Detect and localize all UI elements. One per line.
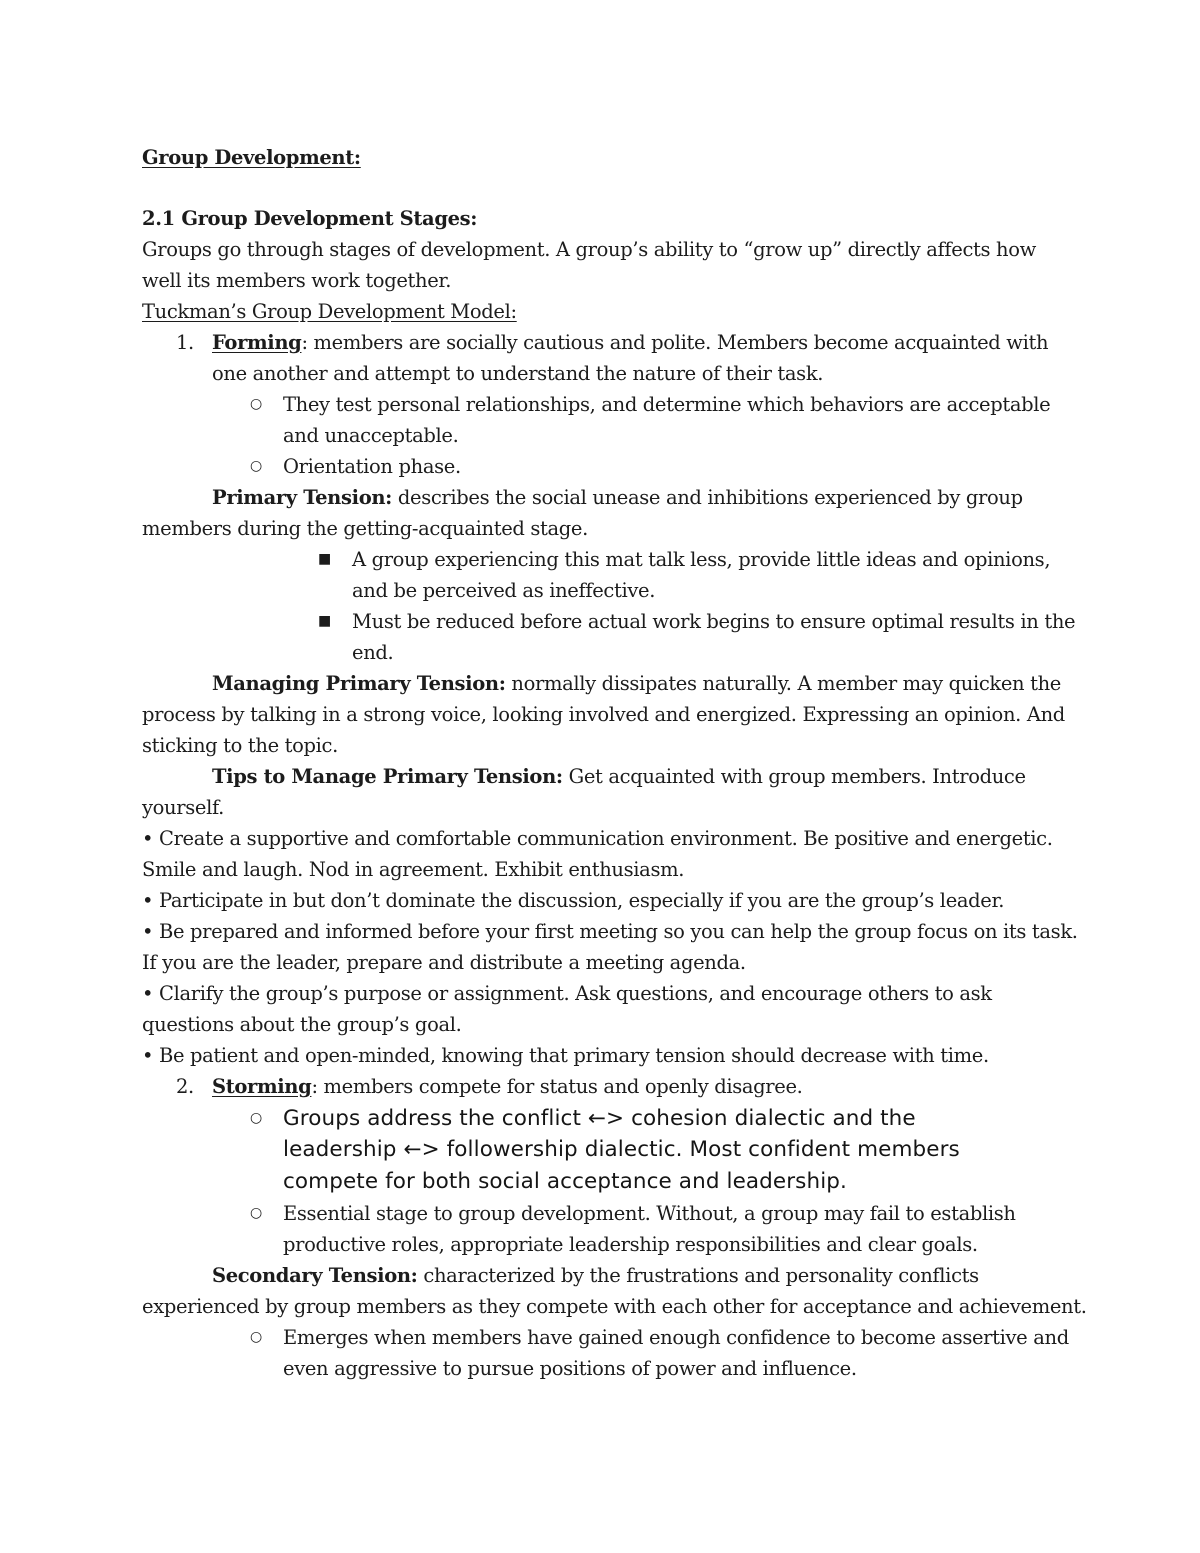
tip-2: • Participate in but don’t dominate the discussion, especially if you are the group’s leader. <box>142 889 1005 912</box>
circle-bullet-icon: ○ <box>250 396 262 412</box>
tip-5: • Be patient and open-minded, knowing that primary tension should decrease with time. <box>142 1044 989 1067</box>
circle-bullet-icon: ○ <box>250 1329 262 1345</box>
primary-tension-text: describes the social unease and inhibitions experienced by group <box>392 486 1023 509</box>
managing-line-1 <box>212 668 1061 699</box>
forming-sub2: Orientation phase. <box>283 455 461 478</box>
document-title: Group Development: <box>142 146 361 169</box>
tips-line-2: yourself. <box>142 796 224 819</box>
tip-3-line-2: If you are the leader, prepare and distribute a meeting agenda. <box>142 951 746 974</box>
intro-line-2: well its members work together. <box>142 269 452 292</box>
tip-3-line-1: • Be prepared and informed before your first meeting so you can help the group focus on its task. <box>142 920 1078 943</box>
secondary-tension-term: Secondary Tension: <box>212 1264 418 1287</box>
storming-sub1-line-1: Groups address the conflict ←> cohesion dialectic and the <box>283 1106 916 1131</box>
secondary-tension-sub-line-1: Emerges when members have gained enough confidence to become assertive and <box>283 1326 1069 1349</box>
primary-tension-line-1 <box>212 482 1023 513</box>
forming-sub1-line-2: and unacceptable. <box>283 424 459 447</box>
circle-bullet-icon: ○ <box>250 458 262 474</box>
forming-text: : members are socially cautious and polite. Members become acquainted with <box>301 331 1049 354</box>
model-title: Tuckman’s Group Development Model: <box>142 300 517 323</box>
section-heading: 2.1 Group Development Stages: <box>142 207 478 230</box>
secondary-tension-line-1 <box>212 1260 979 1291</box>
primary-tension-bullet1-line-2: and be perceived as ineffective. <box>352 579 656 602</box>
tips-term: Tips to Manage Primary Tension: <box>212 765 563 788</box>
tip-1-line-2: Smile and laugh. Nod in agreement. Exhibit enthusiasm. <box>142 858 685 881</box>
storming-sub1-line-2: leadership ←> followership dialectic. Most confident members <box>283 1137 960 1162</box>
storming-text: : members compete for status and openly disagree. <box>311 1075 803 1098</box>
list-number-1: 1. <box>176 331 194 354</box>
intro-line-1: Groups go through stages of development. A group’s ability to “grow up” directly affects how <box>142 238 1036 261</box>
primary-tension-bullet1-line-1: A group experiencing this mat talk less, provide little ideas and opinions, <box>352 548 1051 571</box>
list-number-2: 2. <box>176 1075 194 1098</box>
managing-line-3: sticking to the topic. <box>142 734 338 757</box>
forming-line-1 <box>212 327 1048 358</box>
storming-sub2-line-1: Essential stage to group development. Without, a group may fail to establish <box>283 1202 1016 1225</box>
square-bullet-icon: ■ <box>318 613 331 629</box>
forming-term: Forming <box>212 331 302 354</box>
primary-tension-bullet2-line-2: end. <box>352 641 394 664</box>
secondary-tension-text: characterized by the frustrations and personality conflicts <box>417 1264 979 1287</box>
primary-tension-term: Primary Tension: <box>212 486 393 509</box>
primary-tension-line-2: members during the getting-acquainted stage. <box>142 517 588 540</box>
square-bullet-icon: ■ <box>318 551 331 567</box>
storming-sub2-line-2: productive roles, appropriate leadership responsibilities and clear goals. <box>283 1233 978 1256</box>
managing-text: normally dissipates naturally. A member may quicken the <box>505 672 1061 695</box>
forming-line-2: one another and attempt to understand the nature of their task. <box>212 362 824 385</box>
managing-term: Managing Primary Tension: <box>212 672 506 695</box>
tips-line-1 <box>212 761 1026 792</box>
secondary-tension-sub-line-2: even aggressive to pursue positions of power and influence. <box>283 1357 857 1380</box>
storming-sub1-line-3: compete for both social acceptance and leadership. <box>283 1169 847 1194</box>
primary-tension-bullet2-line-1: Must be reduced before actual work begins to ensure optimal results in the <box>352 610 1076 633</box>
storming-term: Storming <box>212 1075 312 1098</box>
circle-bullet-icon: ○ <box>250 1110 262 1126</box>
tips-text: Get acquainted with group members. Introduce <box>562 765 1026 788</box>
forming-sub1-line-1: They test personal relationships, and determine which behaviors are acceptable <box>283 393 1051 416</box>
secondary-tension-line-2: experienced by group members as they compete with each other for acceptance and achievement. <box>142 1295 1087 1318</box>
tip-1-line-1: • Create a supportive and comfortable communication environment. Be positive and energetic. <box>142 827 1053 850</box>
storming-line-1 <box>212 1071 803 1102</box>
circle-bullet-icon: ○ <box>250 1205 262 1221</box>
tip-4-line-2: questions about the group’s goal. <box>142 1013 462 1036</box>
tip-4-line-1: • Clarify the group’s purpose or assignment. Ask questions, and encourage others to ask <box>142 982 992 1005</box>
managing-line-2: process by talking in a strong voice, looking involved and energized. Expressing an opinion. And <box>142 703 1065 726</box>
